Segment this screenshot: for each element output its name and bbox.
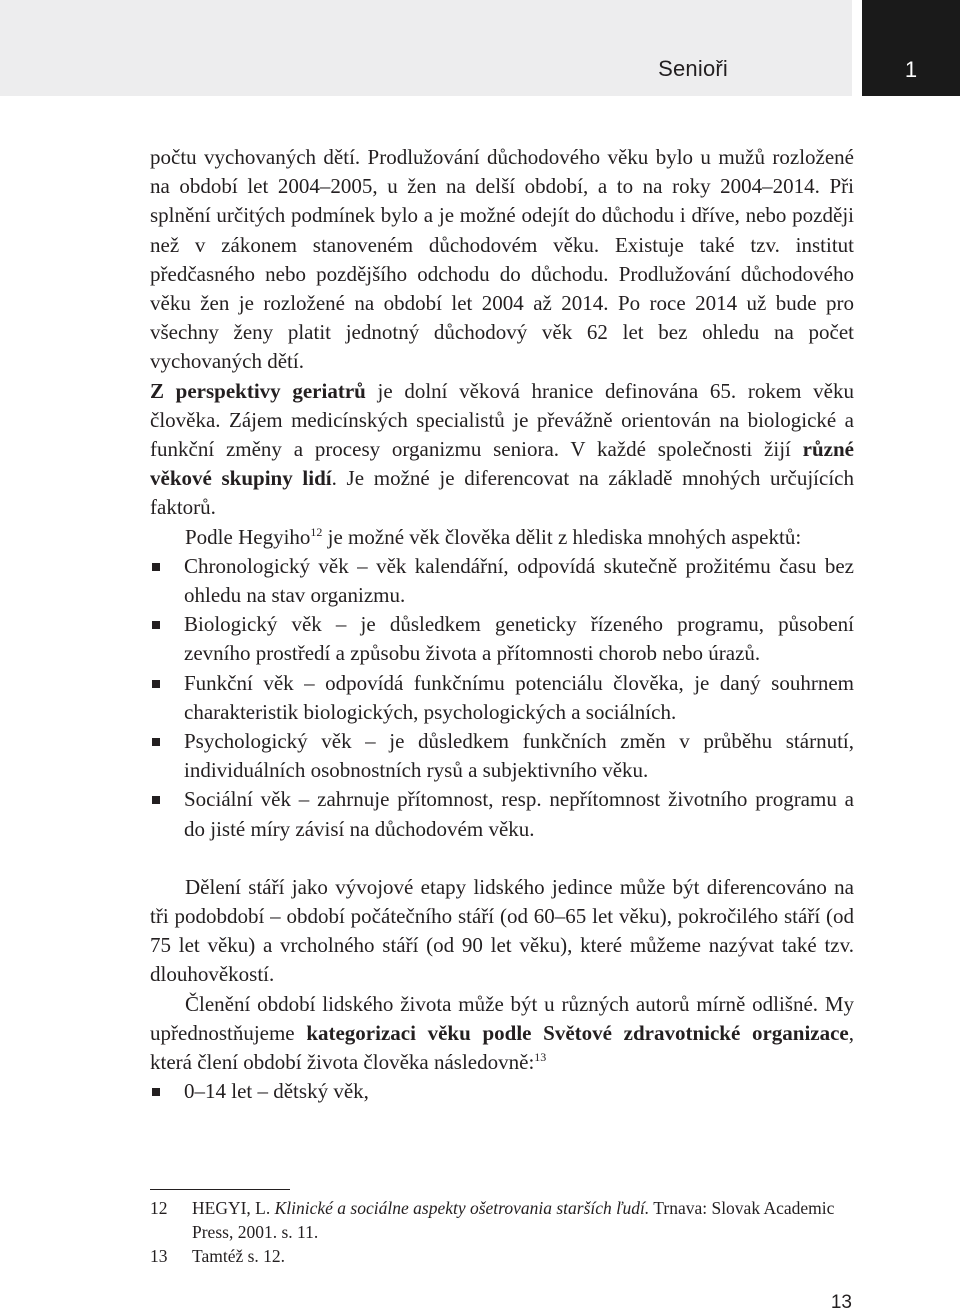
footnote-12 [150,1196,854,1244]
section-title: Senioři [658,56,728,81]
main-text [150,143,854,1107]
chapter-tab [862,0,960,96]
list-item: Psychologický věk – je důsledkem funkčních změn v průběhu stárnutí, individuálních osobnostních rysů a subjektivního věku. [150,727,854,785]
text-span: je dolní věková hranice definována 65. rokem věku člověka. Zájem medicínských specialistů je převážně orientován na biologické a funkční změny a procesy organizmu seniora. V každé společnosti žijí [150,378,854,462]
footnotes [150,1196,854,1268]
footnote-source: Trnava: Slovak Academic Press, 2001. s. 11. [192,1198,835,1242]
list-item: Sociální věk – zahrnuje přítomnost, resp. nepřítomnost životního programu a do jisté míry závisí na důchodovém věku. [150,785,854,843]
page-number: 13 [830,1292,852,1313]
text-span: , která člení období života člověka následovně: [150,1020,854,1075]
footnote-13 [150,1244,854,1268]
who-categories-list [150,1077,854,1106]
list-item: 0–14 let – dětský věk, [150,1077,854,1106]
list-item: Chronologický věk – věk kalendářní, odpovídá skutečně prožitému času bez ohledu na stav organizmu. [150,552,854,610]
bold-age-groups: různé věkové skupiny lidí [150,437,854,491]
text-span: je možné věk člověka dělit z hlediska mnohých aspektů: [322,524,802,549]
paragraph-old-age-division: Dělení stáří jako vývojové etapy lidského jedince může být diferencováno na tři podobdobí – období počátečního stáří (od 60–65 let věku), pokročilého stáří (od 75 let věku) a vrcholného stáří (od 90 let věku), které můžeme nazývat také tzv. dlouhověkostí. [150,874,854,987]
paragraph-who-categorization [150,990,854,1078]
footnote-author: HEGYI, L. [192,1198,275,1218]
running-header [0,0,852,96]
paragraph-retirement: počtu vychovaných dětí. Prodlužování důchodového věku bylo u mužů rozložené na období let 2004–2005, u žen na delší období, a to na roky 2004–2014. Při splnění určitých podmínek bylo a je možné odejít do důchodu i dříve, nebo později než v zákonem stanoveném důchodovém věku. Existuje také tzv. institut předčasného nebo pozdějšího odchodu do důchodu. Prodlužování důchodového věku žen je rozložené na období let 2004 až 2014. Po roce 2014 už bude pro všechny ženy platit jednotný důchodový věk 62 let bez ohledu na počet vychovaných dětí. [150,145,854,374]
text-span: Členění období lidského života může být u různých autorů mírně odlišné. My upřednostňujeme [150,991,854,1045]
paragraph-hegyi [150,523,854,552]
footnote-number: 12 [150,1198,168,1218]
list-item: Biologický věk – je důsledkem geneticky řízeného programu, působení zevního prostředí a způsobu života a přítomnosti chorob nebo úrazů. [150,610,854,668]
footnote-ref-12[interactable]: 12 [310,524,323,539]
footnote-divider [150,1189,290,1190]
text-span: Podle Hegyiho [185,524,311,549]
list-item: Funkční věk – odpovídá funkčnímu potenciálu člověka, je daný souhrnem charakteristik biologických, psychologických a sociálních. [150,669,854,727]
bold-who-categorization: kategorizaci věku podle Světové zdravotnické organizace [306,1020,849,1045]
age-aspects-list [150,552,854,844]
chapter-number: 1 [904,57,918,82]
bold-geriatric-perspective: Z perspektivy geriatrů [150,378,366,403]
footnote-ref-13[interactable]: 13 [534,1050,547,1065]
paragraph-geriatric-perspective [150,377,854,523]
footnote-number: 13 [150,1246,168,1266]
text-span: . Je možné je diferencovat na základě mnohých určujících faktorů. [150,466,854,520]
spacer [150,844,854,873]
footnote-text: Tamtéž s. 12. [192,1246,286,1266]
footnote-title: Klinické a sociálne aspekty ošetrovania starších ľudí. [274,1198,650,1218]
